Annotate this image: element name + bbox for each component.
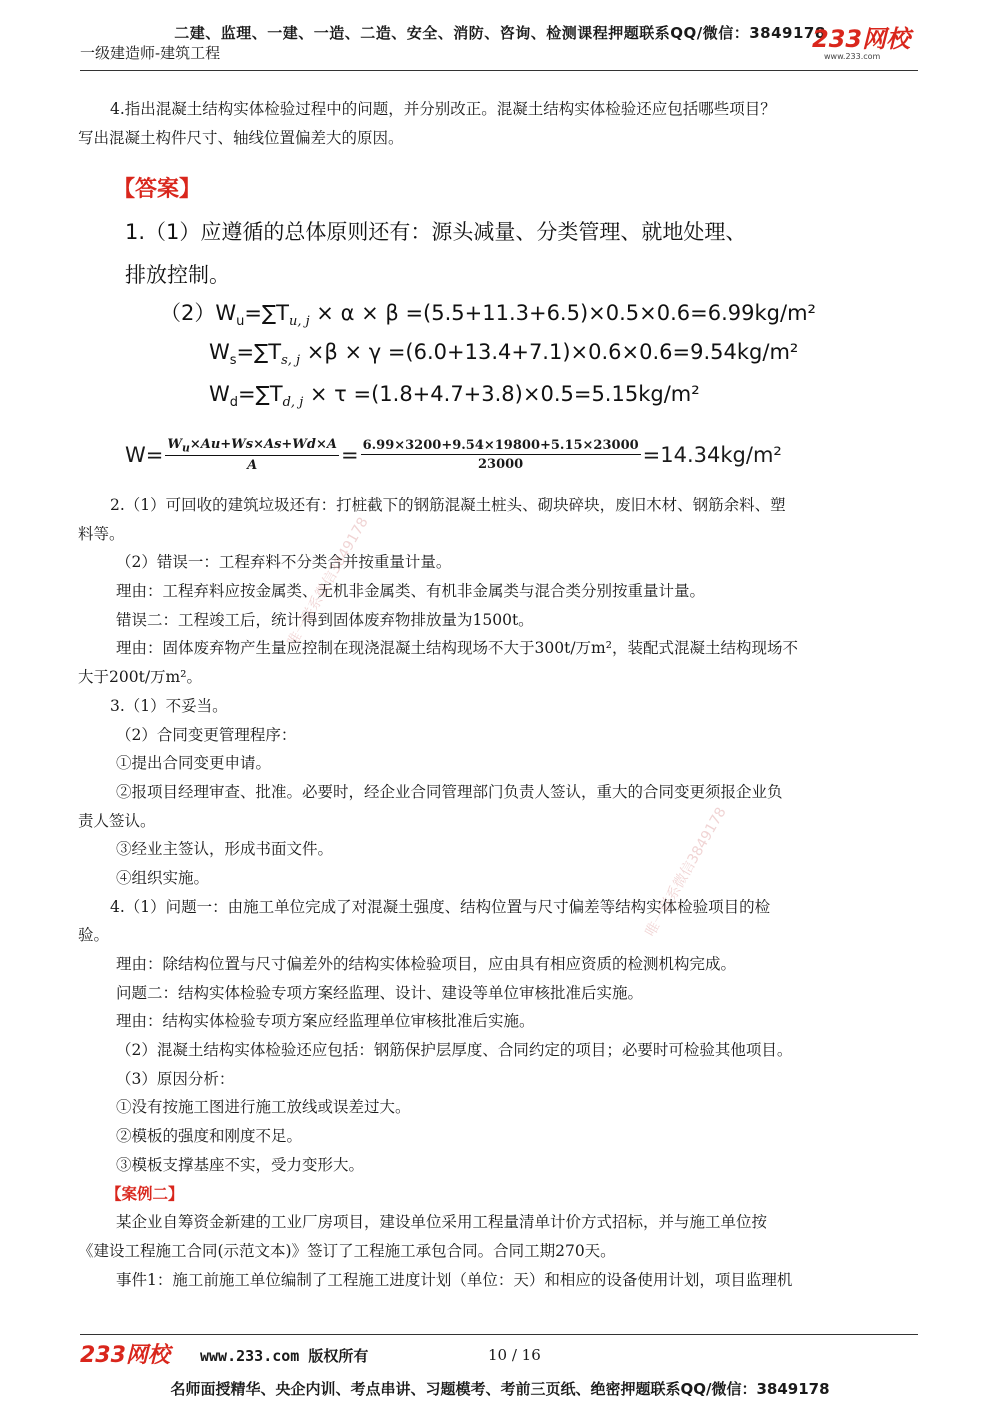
body-line: 理由：除结构位置与尺寸偏差外的结构实体检验项目，应由具有相应资质的检测机构完成。 [116, 955, 737, 973]
fraction-symbolic: $\frac{W_u\times Au+Ws\times As+Wd\times A}{A}$ [167, 436, 337, 474]
body-line: （2）合同变更管理程序： [116, 725, 297, 744]
footer-logo: 233网校 [80, 1343, 170, 1368]
formula-wd: $W_d=\sum T_{d, j} \times \tau =(1.8+4.7+3.8)\times 0.5=5.15kg/m^2$ [209, 382, 700, 411]
body-line: （3）原因分析： [116, 1069, 235, 1088]
formula-wu: $(2)W_u=\sum T_{u, j} \times \alpha \times \beta =(5.5+11.3+6.5)\times 0.5\times 0.6=6.99kg/m^2$ [160, 301, 816, 330]
question-line-2: 写出混凝土构件尺寸、轴线位置偏差大的原因。 [78, 128, 404, 147]
brand-logo-url: www.233.com [824, 52, 881, 61]
document-subtitle: 一级建造师-建筑工程 [80, 44, 221, 62]
body-line: 理由：结构实体检验专项方案应经监理单位审核批准后实施。 [116, 1012, 535, 1031]
body-line: 3.（1）不妥当。 [110, 696, 228, 715]
header-contact-line: 二建、监理、一建、一造、二造、安全、消防、咨询、检测课程押题联系QQ/微信：3849178 [174, 24, 826, 42]
body-line: 问题二：结构实体检验专项方案经监理、设计、建设等单位审核批准后实施。 [116, 983, 644, 1002]
formula-ws: $W_s=\sum T_{s, j} \times\beta \times \gamma =(6.0+13.4+7.1)\times 0.6\times 0.6=9.54kg/m^2$ [209, 340, 799, 369]
answer-1-line-2: 排放控制。 [125, 263, 230, 287]
body-line: ④组织实施。 [116, 868, 210, 887]
body-line: 事件1：施工前施工单位编制了工程施工进度计划（单位：天）和相应的设备使用计划，项目监理机 [116, 1270, 793, 1289]
header-divider [80, 70, 918, 71]
body-line: 理由：工程弃料应按金属类、无机非金属类、有机非金属类与混合类分别按重量计量。 [116, 582, 706, 601]
body-line: 大于200t/万m²。 [78, 668, 202, 687]
footer-copyright: www.233.com 版权所有 [200, 1347, 369, 1365]
body-line: ②报项目经理审查、批准。必要时，经企业合同管理部门负责人签认，重大的合同变更须报企业负 [116, 782, 783, 801]
answer-body [78, 491, 928, 1294]
fraction-numeric: $\frac{6.99\times 3200+9.54\times 19800+5.15\times 23000}{23000}$ [362, 438, 639, 472]
brand-logo [812, 26, 922, 66]
page-number: 10 / 16 [488, 1346, 541, 1364]
answer-heading: 【答案】 [113, 177, 202, 202]
body-line: ③经业主签认，形成书面文件。 [116, 840, 334, 859]
body-line: 理由：固体废弃物产生量应控制在现浇混凝土结构现场不大于300t/万m²，装配式混凝土结构现场不 [116, 639, 798, 658]
footer-contact-line: 名师面授精华、央企内训、考点串讲、习题模考、考前三页纸、绝密押题联系QQ/微信：3849178 [170, 1380, 830, 1398]
body-line: 验。 [78, 926, 110, 945]
answer-1-line-1: 1.（1）应遵循的总体原则还有：源头减量、分类管理、就地处理、 [125, 220, 747, 244]
body-line: （2）混凝土结构实体检验还应包括：钢筋保护层厚度、合同约定的项目；必要时可检验其他项目。 [116, 1041, 793, 1060]
watermark: 唯一联系微信3849178 [284, 514, 372, 650]
brand-logo-text: 233网校 [812, 25, 911, 53]
case-heading: 【案例二】 [106, 1183, 184, 1203]
body-line: ①提出合同变更申请。 [116, 754, 272, 773]
body-line: 4.（1）问题一：由施工单位完成了对混凝土强度、结构位置与尺寸偏差等结构实体检验项目的检 [110, 897, 771, 916]
body-line: 料等。 [78, 524, 125, 543]
question-line-1: 4.指出混凝土结构实体检验过程中的问题，并分别改正。混凝土结构实体检验还应包括哪些项目？ [110, 100, 776, 118]
formula-total-w: W= $\frac{W_u\times Au+Ws\times As+Wd\times A}{A}$ = $\frac{6.99\times 3200+9.54\times 19800+5.15\times 23000}{23000}$ =14.34kg/m² [125, 436, 782, 474]
body-line: 某企业自筹资金新建的工业厂房项目，建设单位采用工程量清单计价方式招标，并与施工单位按 [116, 1213, 768, 1232]
body-line: 2.（1）可回收的建筑垃圾还有：打桩截下的钢筋混凝土桩头、砌块碎块，废旧木材、钢筋余料、塑 [110, 496, 786, 514]
body-line: ③模板支撑基座不实，受力变形大。 [116, 1155, 365, 1174]
body-line: 《建设工程施工合同(示范文本)》签订了工程施工承包合同。合同工期270天。 [78, 1241, 616, 1260]
body-line: （2）错误一：工程弃料不分类合并按重量计量。 [116, 553, 452, 572]
footer-divider [80, 1334, 918, 1335]
body-line: 责人签认。 [78, 811, 156, 830]
watermark: 唯一联系微信3849178 [642, 804, 730, 940]
body-line: ①没有按施工图进行施工放线或误差过大。 [116, 1098, 411, 1117]
question-paragraph [78, 95, 928, 152]
body-line: 错误二：工程竣工后，统计得到固体废弃物排放量为1500t。 [116, 610, 534, 629]
body-line: ②模板的强度和刚度不足。 [116, 1127, 303, 1146]
